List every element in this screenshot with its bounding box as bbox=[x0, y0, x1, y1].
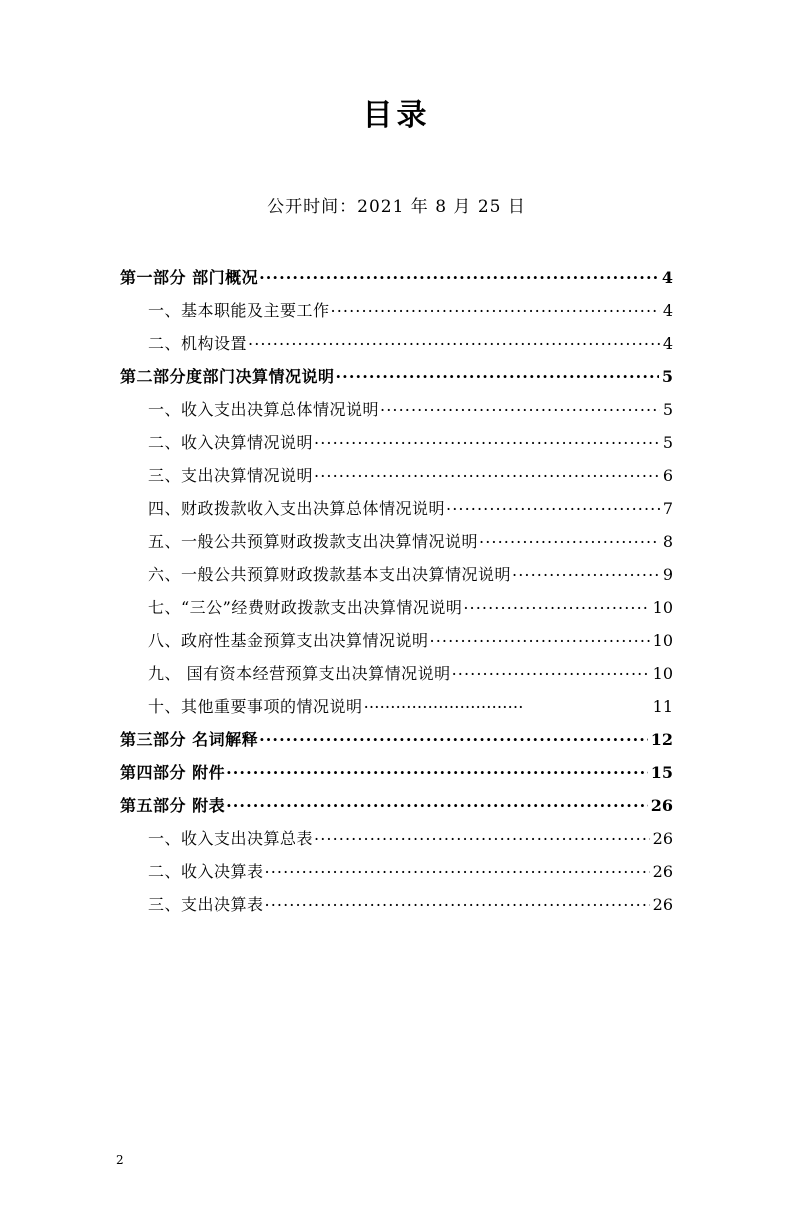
toc-leader-dots bbox=[248, 333, 660, 349]
toc-entry-label: 五、一般公共预算财政拨款支出决算情况说明 bbox=[148, 532, 479, 551]
toc-entry[interactable] bbox=[120, 267, 673, 286]
toc-entry-page: 26 bbox=[652, 862, 673, 881]
toc-entry-label: 一、基本职能及主要工作 bbox=[148, 301, 330, 320]
toc-leader-dots bbox=[314, 828, 650, 844]
toc-entry-page: 26 bbox=[652, 895, 673, 914]
toc-entry[interactable] bbox=[120, 729, 673, 748]
toc-entry[interactable] bbox=[120, 333, 673, 352]
page-footer-number: 2 bbox=[116, 1153, 124, 1167]
toc-entry[interactable] bbox=[120, 498, 673, 517]
toc-entry-page: 26 bbox=[650, 796, 673, 815]
toc-leader-dots bbox=[380, 399, 660, 415]
toc-entry[interactable] bbox=[120, 696, 673, 715]
toc-entry-page: 15 bbox=[650, 763, 673, 782]
toc-leader-dots bbox=[226, 762, 648, 778]
toc-entry-page: 26 bbox=[652, 829, 673, 848]
toc-entry-page: 11 bbox=[652, 697, 673, 716]
toc-entry-label: 九、 国有资本经营预算支出决算情况说明 bbox=[148, 664, 451, 683]
toc-leader-dots bbox=[479, 531, 660, 547]
toc-entry-page: 12 bbox=[650, 730, 673, 749]
toc-entry-page: 7 bbox=[662, 499, 673, 518]
toc-entry-label: 一、收入支出决算总表 bbox=[148, 829, 314, 848]
toc-entry[interactable] bbox=[120, 300, 673, 319]
toc-entry-label: 七、“三公”经费财政拨款支出决算情况说明 bbox=[148, 598, 463, 617]
document-page bbox=[0, 90, 793, 1212]
toc-leader-dots bbox=[512, 564, 660, 580]
toc-entry-label: 一、收入支出决算总体情况说明 bbox=[148, 400, 380, 419]
toc-entry-label: 四、财政拨款收入支出决算总体情况说明 bbox=[148, 499, 446, 518]
toc-entry-label: 八、政府性基金预算支出决算情况说明 bbox=[148, 631, 429, 650]
table-of-contents bbox=[120, 267, 673, 913]
toc-entry-page: 10 bbox=[652, 598, 673, 617]
toc-entry-label: 十、其他重要事项的情况说明 bbox=[148, 697, 363, 716]
toc-entry-label: 二、机构设置 bbox=[148, 334, 248, 353]
toc-entry-label: 第五部分 附表 bbox=[120, 796, 226, 815]
toc-entry-label: 六、一般公共预算财政拨款基本支出决算情况说明 bbox=[148, 565, 512, 584]
toc-entry[interactable] bbox=[120, 894, 673, 913]
toc-entry[interactable] bbox=[120, 861, 673, 880]
toc-entry-label: 三、支出决算表 bbox=[148, 895, 264, 914]
page-title: 目录 bbox=[362, 98, 431, 133]
toc-leader-dots bbox=[259, 267, 659, 283]
toc-entry-page: 5 bbox=[661, 367, 673, 386]
toc-entry-page: 10 bbox=[652, 631, 673, 650]
toc-entry-page: 9 bbox=[662, 565, 673, 584]
toc-entry[interactable] bbox=[120, 762, 673, 781]
toc-leader-dots bbox=[364, 696, 650, 712]
toc-entry-page: 6 bbox=[662, 466, 673, 485]
toc-entry[interactable] bbox=[120, 828, 673, 847]
toc-entry[interactable] bbox=[120, 795, 673, 814]
toc-leader-dots bbox=[265, 894, 650, 910]
toc-entry-label: 第三部分 名词解释 bbox=[120, 730, 259, 749]
publish-date: 公开时间：2021 年 8 月 25 日 bbox=[267, 197, 526, 217]
toc-entry-label: 第一部分 部门概况 bbox=[120, 268, 259, 287]
toc-entry-label: 二、收入决算表 bbox=[148, 862, 264, 881]
toc-leader-dots bbox=[259, 729, 648, 745]
toc-leader-dots bbox=[314, 465, 660, 481]
toc-entry[interactable] bbox=[120, 663, 673, 682]
toc-entry[interactable] bbox=[120, 630, 673, 649]
toc-leader-dots bbox=[331, 300, 660, 316]
toc-entry-label: 二、收入决算情况说明 bbox=[148, 433, 314, 452]
toc-leader-dots bbox=[336, 366, 659, 382]
toc-entry[interactable] bbox=[120, 399, 673, 418]
toc-leader-dots bbox=[452, 663, 650, 679]
toc-entry-page: 8 bbox=[662, 532, 673, 551]
toc-entry-page: 4 bbox=[662, 301, 673, 320]
toc-entry-page: 5 bbox=[662, 400, 673, 419]
toc-entry-label: 第二部分度部门决算情况说明 bbox=[120, 367, 335, 386]
toc-entry[interactable] bbox=[120, 531, 673, 550]
toc-entry-page: 4 bbox=[662, 334, 673, 353]
toc-leader-dots bbox=[226, 795, 648, 811]
toc-entry[interactable] bbox=[120, 432, 673, 451]
toc-entry[interactable] bbox=[120, 366, 673, 385]
toc-entry-page: 5 bbox=[662, 433, 673, 452]
toc-entry[interactable] bbox=[120, 465, 673, 484]
toc-entry-page: 10 bbox=[652, 664, 673, 683]
toc-entry-label: 第四部分 附件 bbox=[120, 763, 226, 782]
toc-entry[interactable] bbox=[120, 597, 673, 616]
toc-entry-page: 4 bbox=[661, 268, 673, 287]
toc-entry[interactable] bbox=[120, 564, 673, 583]
toc-leader-dots bbox=[265, 861, 650, 877]
toc-leader-dots bbox=[463, 597, 649, 613]
toc-leader-dots bbox=[446, 498, 660, 514]
toc-leader-dots bbox=[314, 432, 660, 448]
toc-leader-dots bbox=[430, 630, 650, 646]
toc-entry-label: 三、支出决算情况说明 bbox=[148, 466, 314, 485]
